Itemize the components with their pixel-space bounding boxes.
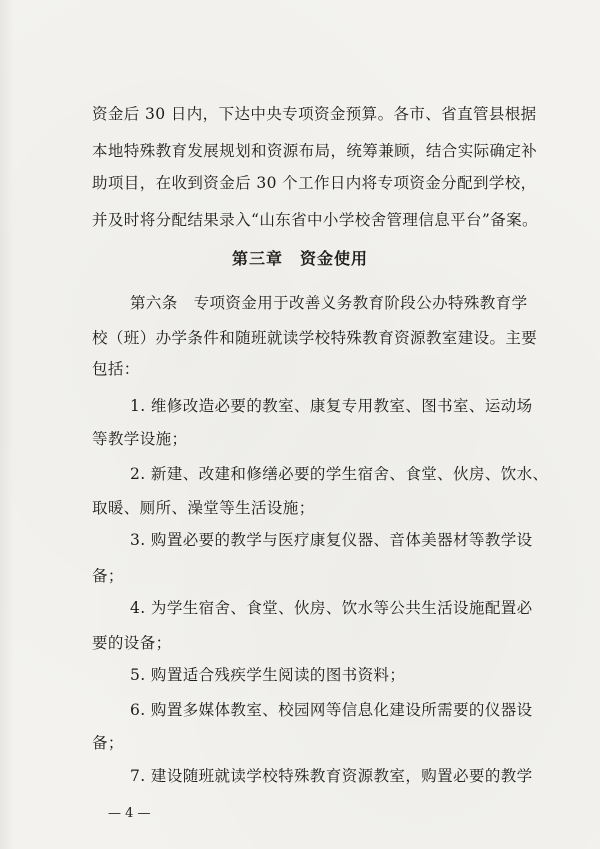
list-item-line: 等教学设施； [92, 430, 188, 448]
list-item-line: 3. 购置必要的教学与医疗康复仪器、音体美器材等教学设 [130, 531, 533, 549]
list-item-line: 6. 购置多媒体教室、校园网等信息化建设所需要的仪器设 [130, 701, 533, 719]
article-text-line: 包括： [92, 360, 140, 378]
list-item-line: 要的设备； [92, 634, 172, 652]
list-item-line: 备； [92, 734, 124, 752]
body-text-line: 本地特殊教育发展规划和资源布局，统筹兼顾，结合实际确定补 [92, 142, 538, 160]
chapter-heading: 第三章 资金使用 [231, 249, 368, 268]
list-item-line: 备； [92, 567, 124, 585]
list-item-line: 2. 新建、改建和修缮必要的学生宿舍、食堂、伙房、饮水、 [130, 465, 549, 483]
list-item-line: 取暖、厕所、澡堂等生活设施； [92, 499, 315, 517]
article-text-line: 校（班）办学条件和随班就读学校特殊教育资源教室建设。主要 [92, 329, 538, 347]
list-item-line: 4. 为学生宿舍、食堂、伙房、饮水等公共生活设施配置必 [130, 599, 533, 617]
scan-edge-shadow [0, 0, 14, 849]
list-item-line: 1. 维修改造必要的教室、康复专用教室、图书室、运动场 [130, 397, 533, 415]
page-number: — 4 — [108, 806, 151, 821]
body-text-line: 并及时将分配结果录入“山东省中小学校舍管理信息平台”备案。 [92, 211, 538, 229]
body-text-line: 资金后 30 日内，下达中央专项资金预算。各市、省直管县根据 [92, 105, 537, 123]
list-item-line: 5. 购置适合残疾学生阅读的图书资料； [130, 666, 406, 684]
body-text-line: 助项目，在收到资金后 30 个工作日内将专项资金分配到学校， [92, 174, 537, 192]
article-text-line: 第六条 专项资金用于改善义务教育阶段公办特殊教育学 [130, 294, 528, 312]
list-item-line: 7. 建设随班就读学校特殊教育资源教室，购置必要的教学 [130, 767, 533, 785]
